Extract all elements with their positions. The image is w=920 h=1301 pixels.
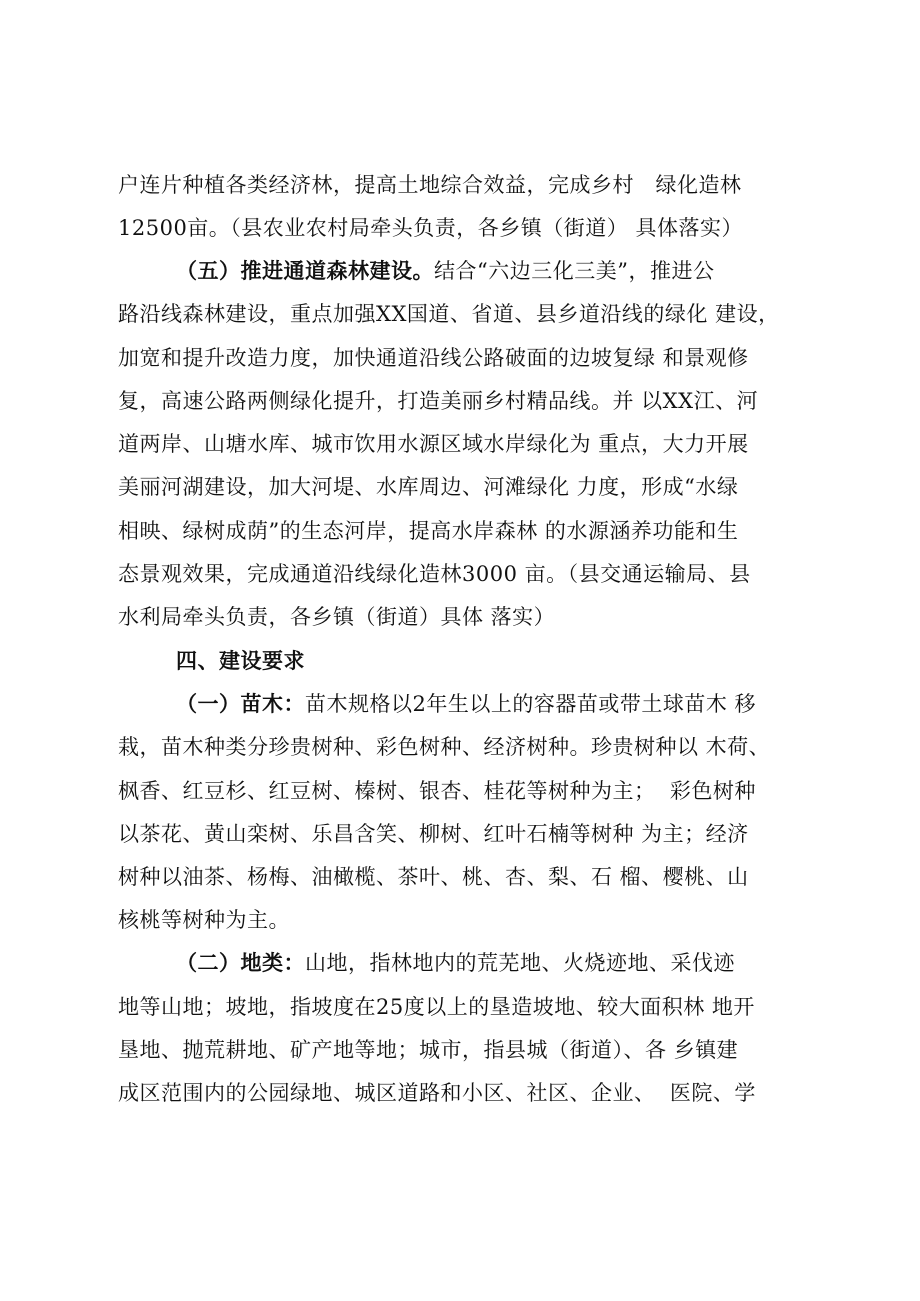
text-line: 相映、绿树成荫”的生态河岸，提高水岸森林 的水源涵养功能和生	[118, 519, 739, 543]
paragraph-5-first-line	[176, 256, 714, 286]
text-line: 道两岸、山塘水库、城市饮用水源区域水岸绿化为 重点，大力开展	[118, 432, 749, 456]
text-line: 户连片种植各类经济林，提高土地综合效益，完成乡村 绿化造林	[118, 173, 742, 197]
paragraph-5-text: 结合“六边三化三美”，推进公	[434, 259, 715, 283]
section-4-title: 四、建设要求	[176, 648, 305, 673]
text-line: 垦地、抛荒耕地、矿产地等地；城市，指县城（街道）、各 乡镇建	[118, 1038, 739, 1062]
item-2-first-line	[176, 948, 735, 978]
text-line: 树种以油茶、杨梅、油橄榄、茶叶、桃、杏、梨、石 榴、樱桃、山	[118, 865, 749, 889]
text-line: 复，高速公路两侧绿化提升，打造美丽乡村精品线。并 以XX江、河	[118, 389, 759, 413]
text-line: 枫香、红豆杉、红豆树、榛树、银杏、桂花等树种为主； 彩色树种	[118, 779, 756, 803]
text-line: 路沿线森林建设，重点加强XX国道、省道、县乡道沿线的绿化 建设，	[118, 302, 780, 326]
text-line: 核桃等树种为主。	[118, 908, 290, 932]
text-line: 栽，苗木种类分珍贵树种、彩色树种、经济树种。珍贵树种以 木荷、	[118, 735, 771, 759]
text-line: 12500亩。（县农业农村局牵头负责，各乡镇（街道） 具体落实）	[118, 216, 743, 240]
paragraph-5-heading: （五）推进通道森林建设。	[176, 258, 434, 283]
item-1-first-line	[176, 689, 756, 719]
item-2-text: 山地，指林地内的荒芜地、火烧迹地、采伐迹	[305, 951, 735, 975]
text-line: 水利局牵头负责，各乡镇（街道）具体 落实）	[118, 605, 556, 629]
item-1-heading: （一）苗木：	[176, 691, 305, 716]
item-1-text: 苗木规格以2年生以上的容器苗或带土球苗木 移	[305, 692, 757, 716]
text-line: 地等山地；坡地，指坡度在25度以上的垦造坡地、较大面积林 地开	[118, 995, 755, 1019]
text-line: 美丽河湖建设，加大河堤、水库周边、河滩绿化 力度，形成“水绿	[118, 475, 739, 499]
text-line: 加宽和提升改造力度，加快通道沿线公路破面的边坡复绿 和景观修	[118, 346, 749, 370]
text-line: 态景观效果，完成通道沿线绿化造林3000 亩。（县交通运输局、县	[118, 562, 751, 586]
item-2-heading: （二）地类：	[176, 950, 305, 975]
text-line: 成区范围内的公园绿地、城区道路和小区、社区、企业、 医院、学	[118, 1081, 756, 1105]
text-line: 以茶花、黄山栾树、乐昌含笑、柳树、红叶石楠等树种 为主；经济	[118, 822, 749, 846]
